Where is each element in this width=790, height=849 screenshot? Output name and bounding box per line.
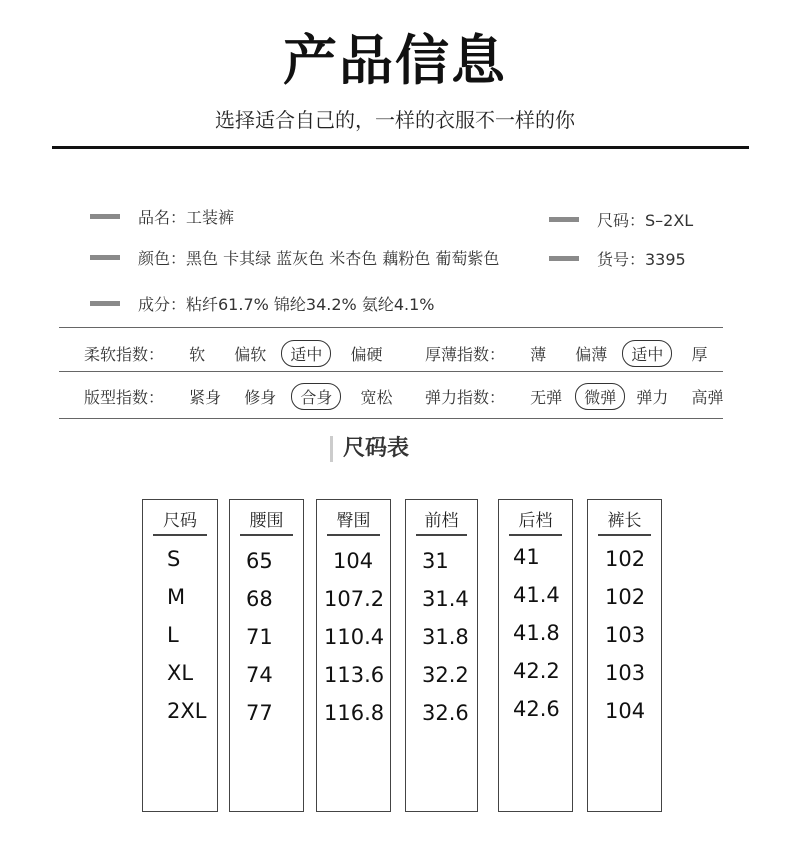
thickness-selected-option: 适中 (622, 340, 672, 367)
softness-selected-option: 适中 (281, 340, 331, 367)
table-cell: 77 (246, 701, 273, 725)
thickness-option: 偏薄 (575, 345, 608, 364)
table-cell: 31.4 (422, 587, 469, 611)
info-material-text: 成分：粘纤61.7% 锦纶34.2% 氨纶4.1% (138, 295, 435, 314)
fit-index (84, 383, 406, 410)
table-cell: 103 (605, 623, 646, 647)
page-subtitle: 选择适合自己的，一样的衣服不一样的你 (215, 108, 575, 132)
column-header: 尺码 (153, 506, 207, 536)
column-header: 后档 (509, 506, 562, 536)
fit-label: 版型指数： (84, 388, 165, 407)
page-title: 产品信息 (283, 29, 507, 92)
stretch-option: 无弹 (530, 388, 563, 407)
bullet-dash-icon (90, 301, 120, 306)
table-cell: XL (167, 661, 194, 685)
table-cell: 71 (246, 625, 273, 649)
table-cell: 103 (605, 661, 646, 685)
info-name-text: 品名：工装裤 (138, 208, 235, 227)
fit-option: 宽松 (360, 388, 393, 407)
info-size (549, 208, 693, 231)
size-column (142, 499, 218, 812)
title-divider (52, 146, 749, 149)
table-cell: 104 (605, 699, 646, 723)
info-name (90, 205, 234, 228)
thickness-option: 薄 (530, 345, 547, 364)
table-cell: 116.8 (324, 701, 385, 725)
table-cell: S (167, 547, 181, 571)
back-rise-column (498, 499, 573, 812)
info-color (90, 246, 499, 269)
info-item-no-text: 货号：3395 (597, 250, 686, 269)
softness-option: 软 (189, 345, 206, 364)
hip-column (316, 499, 391, 812)
front-rise-column (405, 499, 478, 812)
table-cell: 31 (422, 549, 449, 573)
stretch-label: 弹力指数： (425, 388, 506, 407)
table-cell: 102 (605, 547, 646, 571)
fit-selected-option: 合身 (291, 383, 341, 410)
stretch-selected-option: 微弹 (575, 383, 625, 410)
softness-index (84, 340, 396, 367)
table-cell: 113.6 (324, 663, 385, 687)
bullet-dash-icon (90, 214, 120, 219)
table-cell: 107.2 (324, 587, 385, 611)
table-cell: 68 (246, 587, 273, 611)
info-material (90, 292, 434, 315)
size-table-title: 尺码表 (330, 436, 409, 462)
column-header: 裤长 (598, 506, 651, 536)
info-item-no (549, 247, 686, 270)
bullet-dash-icon (90, 255, 120, 260)
fit-option: 修身 (244, 388, 277, 407)
stretch-option: 高弹 (691, 388, 724, 407)
fit-option: 紧身 (189, 388, 222, 407)
table-cell: 102 (605, 585, 646, 609)
table-cell: M (167, 585, 186, 609)
table-cell: 74 (246, 663, 273, 687)
table-cell: 41.4 (513, 583, 560, 607)
table-cell: 41.8 (513, 621, 560, 645)
table-cell: 2XL (167, 699, 207, 723)
index-divider-bottom (59, 418, 723, 419)
softness-label: 柔软指数： (84, 345, 165, 364)
table-cell: 110.4 (324, 625, 385, 649)
index-divider-mid (59, 371, 723, 372)
table-cell: 42.2 (513, 659, 560, 683)
length-column (587, 499, 662, 812)
bullet-dash-icon (549, 217, 579, 222)
info-size-text: 尺码：S–2XL (597, 211, 694, 230)
table-cell: 32.2 (422, 663, 469, 687)
table-cell: 31.8 (422, 625, 469, 649)
thickness-option: 厚 (691, 345, 708, 364)
softness-option: 偏软 (234, 345, 267, 364)
column-header: 腰围 (240, 506, 293, 536)
table-cell: 32.6 (422, 701, 469, 725)
table-cell: L (167, 623, 179, 647)
index-divider-top (59, 327, 723, 328)
table-cell: 42.6 (513, 697, 560, 721)
softness-option: 偏硬 (350, 345, 383, 364)
column-header: 前档 (416, 506, 467, 536)
waist-column (229, 499, 304, 812)
table-cell: 65 (246, 549, 273, 573)
column-header: 臀围 (327, 506, 380, 536)
table-cell: 41 (513, 545, 540, 569)
stretch-index (425, 383, 737, 410)
bullet-dash-icon (549, 256, 579, 261)
thickness-label: 厚薄指数： (425, 345, 506, 364)
info-color-text: 颜色：黑色 卡其绿 蓝灰色 米杏色 藕粉色 葡萄紫色 (138, 249, 500, 268)
table-cell: 104 (333, 549, 374, 573)
thickness-index (425, 340, 721, 367)
stretch-option: 弹力 (636, 388, 669, 407)
